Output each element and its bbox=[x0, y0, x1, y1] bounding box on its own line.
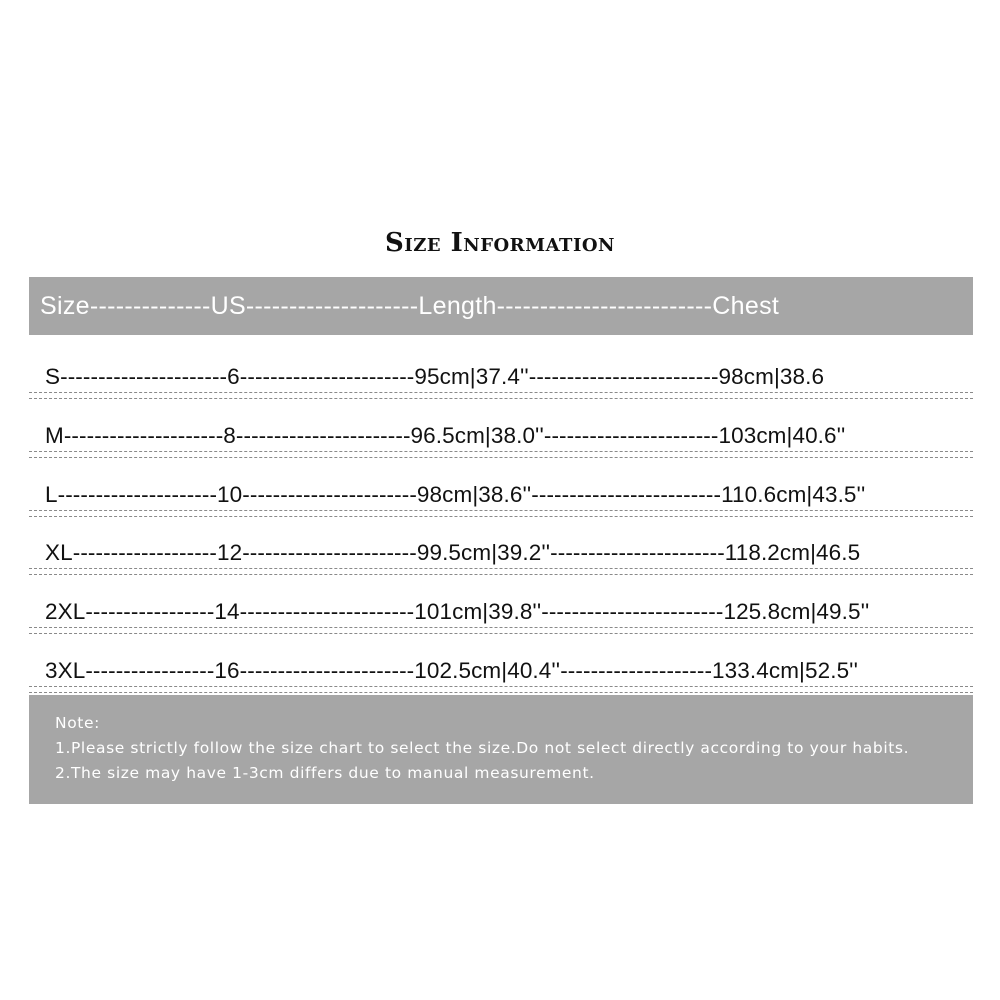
row-divider bbox=[29, 568, 973, 575]
row-divider bbox=[29, 627, 973, 634]
note-line-2: 2.The size may have 1-3cm differs due to manual measurement. bbox=[55, 764, 595, 782]
size-row-2xl bbox=[29, 590, 973, 649]
row-divider bbox=[29, 451, 973, 458]
note-heading: Note: bbox=[55, 714, 100, 732]
size-information-title: Size Information bbox=[385, 228, 615, 258]
size-row-text: 3XL-----------------16-----------------------102.5cm|40.4''--------------------133.4cm|52.5'' bbox=[45, 657, 858, 683]
row-divider bbox=[29, 686, 973, 693]
size-row-text: S----------------------6-----------------------95cm|37.4''-------------------------98cm|38.6 bbox=[45, 364, 825, 389]
size-row-text: L---------------------10-----------------------98cm|38.6''-------------------------110.6cm|43.5'' bbox=[45, 481, 866, 507]
size-row-text: XL-------------------12-----------------------99.5cm|39.2''-----------------------118.2cm|46.5 bbox=[45, 540, 861, 566]
size-row-text: M---------------------8-----------------------96.5cm|38.0''-----------------------103cm|40.6'' bbox=[45, 422, 846, 448]
size-row-xl bbox=[29, 531, 973, 590]
size-row-s bbox=[29, 355, 973, 414]
size-row-text: 2XL-----------------14-----------------------101cm|39.8''------------------------125.8cm|49.5'' bbox=[45, 599, 870, 625]
row-divider bbox=[29, 510, 973, 517]
size-row-l bbox=[29, 473, 973, 532]
size-row-m bbox=[29, 414, 973, 473]
row-divider bbox=[29, 392, 973, 399]
note-line-1: 1.Please strictly follow the size chart to select the size.Do not select directly according to your habits. bbox=[55, 739, 910, 757]
size-table-body bbox=[29, 355, 973, 708]
note-box bbox=[29, 695, 973, 804]
size-table-header: Size--------------US--------------------Length-------------------------Chest bbox=[29, 277, 973, 335]
